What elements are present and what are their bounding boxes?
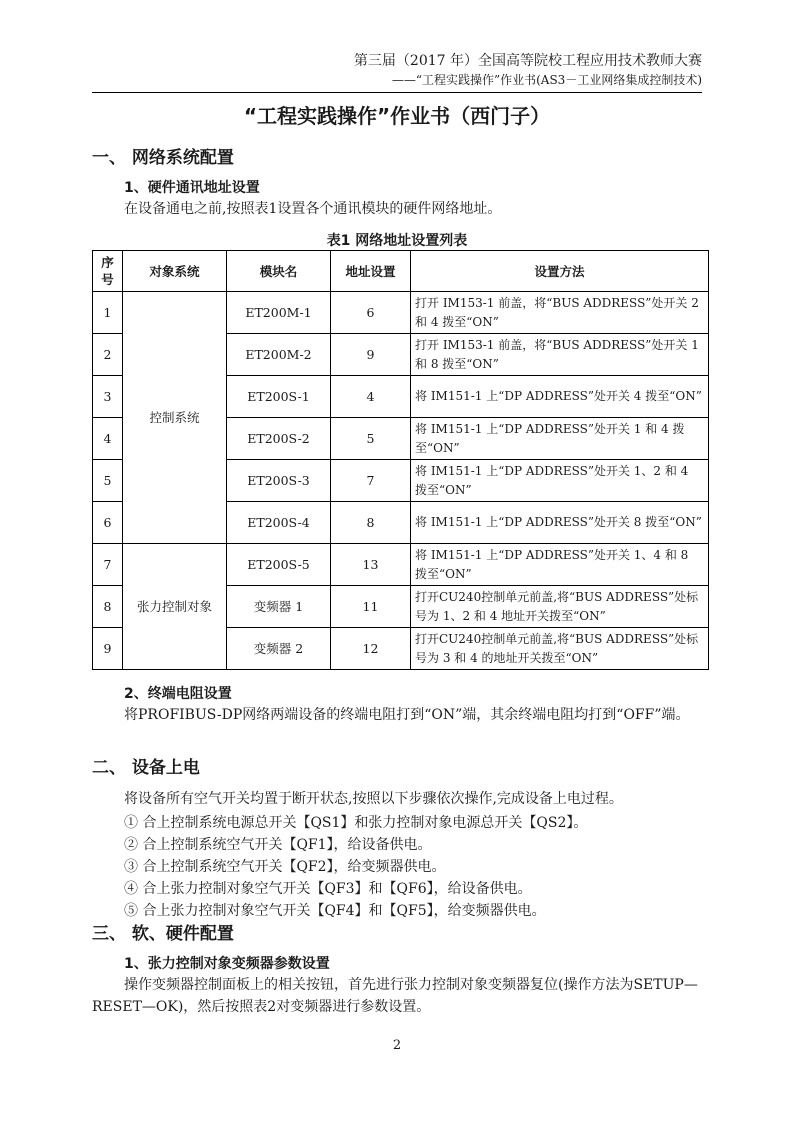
- row-method: 打开CU240控制单元前盖,将“BUS ADDRESS”处标号为 3 和 4 的地址开关拨至“ON”: [411, 628, 709, 670]
- section-2-intro: 将设备所有空气开关均置于断开状态,按照以下步骤依次操作,完成设备上电过程。: [124, 791, 623, 807]
- row-no: 5: [93, 460, 123, 502]
- row-no: 2: [93, 334, 123, 376]
- list-item: ⑤ 合上张力控制对象空气开关【QF4】和【QF5】，给变频器供电。: [124, 903, 546, 919]
- table-row: [93, 292, 709, 334]
- row-address: 11: [331, 586, 411, 628]
- list-item: ④ 合上张力控制对象空气开关【QF3】和【QF6】，给设备供电。: [124, 881, 532, 897]
- group-tension-control: 张力控制对象: [123, 544, 227, 670]
- row-address: 7: [331, 460, 411, 502]
- row-address: 13: [331, 544, 411, 586]
- row-module: ET200S-2: [227, 418, 331, 460]
- table-row: [93, 544, 709, 586]
- section-3-1-heading: 1、张力控制对象变频器参数设置: [124, 956, 330, 972]
- group-control-system: 控制系统: [123, 292, 227, 544]
- row-module: ET200S-1: [227, 376, 331, 418]
- row-method: 将 IM151-1 上“DP ADDRESS”处开关 8 拨至“ON”: [411, 502, 709, 544]
- section-3-1-text: 操作变频器控制面板上的相关按钮，首先进行张力控制对象变频器复位(操作方法为SETUP—RESET—OK)，然后按照表2对变频器进行参数设置。: [92, 977, 698, 1015]
- header-subtitle: ——“工程实践操作”作业书(AS3－工业网络集成控制技术): [391, 73, 702, 87]
- row-address: 9: [331, 334, 411, 376]
- list-item: ① 合上控制系统电源总开关【QS1】和张力控制对象电源总开关【QS2】。: [124, 815, 588, 831]
- row-method: 打开 IM153-1 前盖，将“BUS ADDRESS”处开关 2 和 4 拨至“ON”: [411, 292, 709, 334]
- row-address: 4: [331, 376, 411, 418]
- section-1-1-heading: 1、硬件通讯地址设置: [124, 180, 260, 196]
- row-no: 4: [93, 418, 123, 460]
- row-no: 9: [93, 628, 123, 670]
- section-2-heading: 二、 设备上电: [92, 758, 200, 778]
- row-module: 变频器 2: [227, 628, 331, 670]
- row-no: 1: [93, 292, 123, 334]
- page-number: 2: [392, 1038, 402, 1053]
- row-module: ET200M-1: [227, 292, 331, 334]
- col-header-address: 地址设置: [331, 251, 411, 292]
- row-module: 变频器 1: [227, 586, 331, 628]
- section-1-2-heading: 2、终端电阻设置: [124, 686, 232, 702]
- row-module: ET200S-3: [227, 460, 331, 502]
- row-method: 将 IM151-1 上“DP ADDRESS”处开关 1、2 和 4 拨至“ON”: [411, 460, 709, 502]
- row-no: 7: [93, 544, 123, 586]
- table-header-row: [93, 251, 709, 292]
- row-address: 8: [331, 502, 411, 544]
- header-title: 第三届（2017 年）全国高等院校工程应用技术教师大赛: [353, 53, 702, 69]
- row-method: 将 IM151-1 上“DP ADDRESS”处开关 4 拨至“ON”: [411, 376, 709, 418]
- list-item: ③ 合上控制系统空气开关【QF2】，给变频器供电。: [124, 859, 446, 875]
- row-module: ET200M-2: [227, 334, 331, 376]
- col-header-system: 对象系统: [123, 251, 227, 292]
- address-table: [92, 250, 709, 670]
- section-3-heading: 三、 软、硬件配置: [92, 924, 234, 944]
- col-header-method: 设置方法: [411, 251, 709, 292]
- row-no: 6: [93, 502, 123, 544]
- row-address: 12: [331, 628, 411, 670]
- row-method: 打开CU240控制单元前盖,将“BUS ADDRESS”处标号为 1、2 和 4 地址开关拨至“ON”: [411, 586, 709, 628]
- row-no: 8: [93, 586, 123, 628]
- table-caption: 表1 网络地址设置列表: [326, 233, 468, 249]
- row-module: ET200S-5: [227, 544, 331, 586]
- row-method: 将 IM151-1 上“DP ADDRESS”处开关 1 和 4 拨至“ON”: [411, 418, 709, 460]
- section-1-2-text: 将PROFIBUS-DP网络两端设备的终端电阻打到“ON”端，其余终端电阻均打到“OFF”端。: [124, 707, 690, 723]
- list-item: ② 合上控制系统空气开关【QF1】，给设备供电。: [124, 837, 432, 853]
- power-on-steps: [124, 812, 702, 922]
- row-address: 6: [331, 292, 411, 334]
- row-address: 5: [331, 418, 411, 460]
- section-1-1-text: 在设备通电之前,按照表1设置各个通讯模块的硬件网络地址。: [124, 201, 502, 217]
- row-method: 将 IM151-1 上“DP ADDRESS”处开关 1、4 和 8 拨至“ON”: [411, 544, 709, 586]
- row-method: 打开 IM153-1 前盖，将“BUS ADDRESS”处开关 1 和 8 拨至“ON”: [411, 334, 709, 376]
- col-header-no: 序号: [93, 251, 123, 292]
- section-1-heading: 一、 网络系统配置: [92, 148, 234, 168]
- header-rule: [92, 92, 702, 93]
- document-title: “工程实践操作”作业书（西门子）: [243, 104, 551, 128]
- col-header-module: 模块名: [227, 251, 331, 292]
- row-module: ET200S-4: [227, 502, 331, 544]
- row-no: 3: [93, 376, 123, 418]
